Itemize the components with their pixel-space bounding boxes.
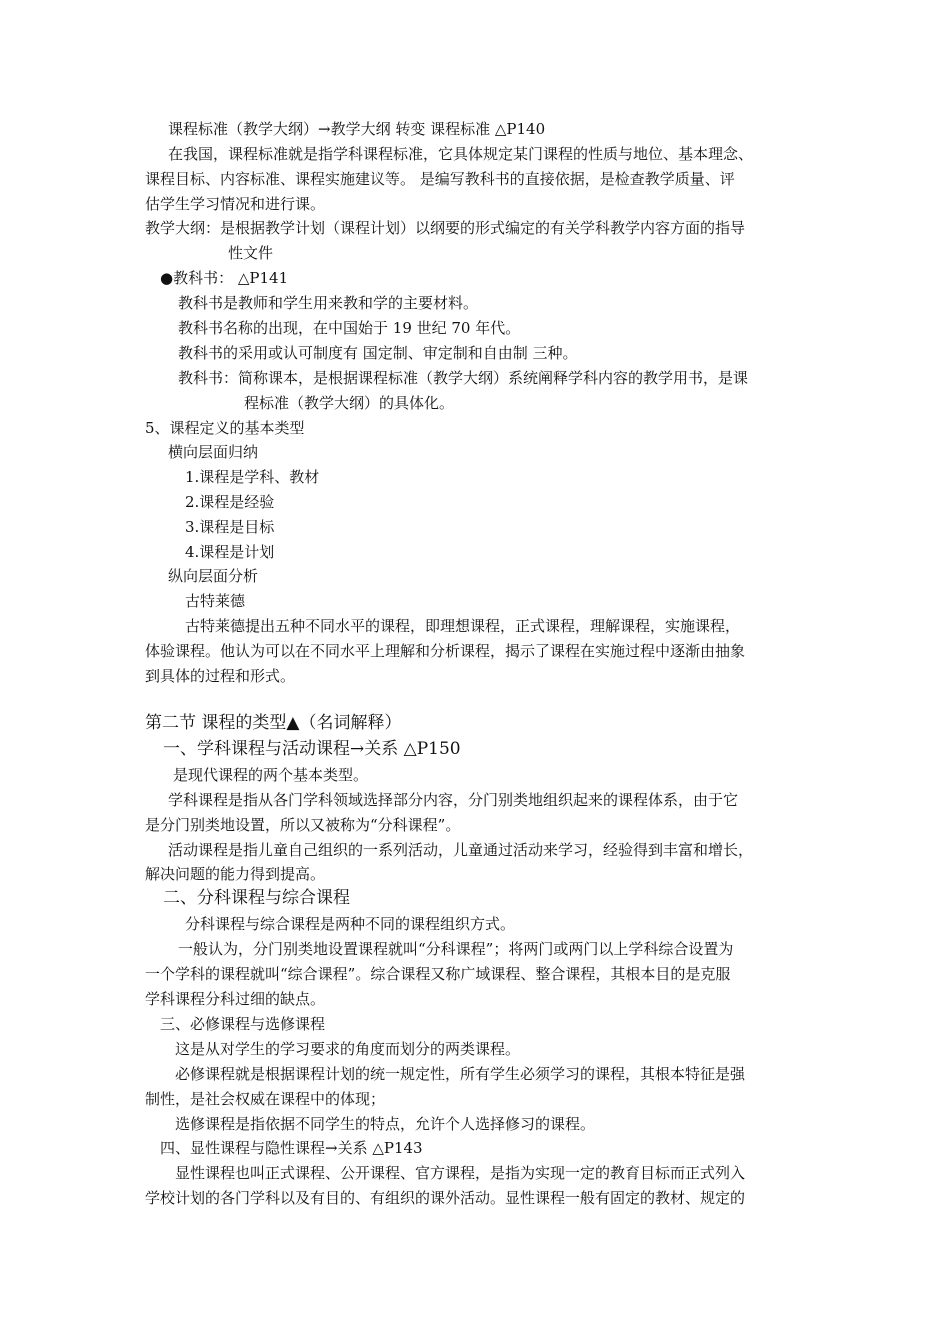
- text-line: 古特莱德: [185, 592, 246, 610]
- subsection-heading: 四、显性课程与隐性课程→关系 △P143: [160, 1139, 423, 1157]
- text-line: 到具体的过程和形式。: [145, 667, 296, 685]
- text-line: 教科书的采用或认可制度有 国定制、审定制和自由制 三种。: [178, 344, 578, 362]
- text-line: 估学生学习情况和进行课。: [145, 195, 326, 213]
- subsection-heading: 三、必修课程与选修课程: [160, 1015, 326, 1033]
- text-line: 横向层面归纳: [168, 443, 259, 461]
- text-line: 活动课程是指儿童自己组织的一系列活动，儿童通过活动来学习，经验得到丰富和增长，: [168, 841, 754, 859]
- text-line: 显性课程也叫正式课程、公开课程、官方课程，是指为实现一定的教育目标而正式列入: [175, 1164, 746, 1182]
- text-line: 制性，是社会权威在课程中的体现；: [145, 1090, 386, 1108]
- chapter-heading: 第二节 课程的类型▲（名词解释）: [145, 713, 402, 733]
- text-line: 古特莱德提出五种不同水平的课程，即理想课程，正式课程，理解课程，实施课程，: [185, 617, 741, 635]
- text-line: 教科书：简称课本，是根据课程标准（教学大纲）系统阐释学科内容的教学用书，是课: [178, 369, 749, 387]
- text-line: 必修课程就是根据课程计划的统一规定性，所有学生必须学习的课程，其根本特征是强: [175, 1065, 746, 1083]
- text-line: 性文件: [228, 244, 274, 262]
- text-line: 教科书是教师和学生用来教和学的主要材料。: [178, 294, 479, 312]
- text-line: 程标准（教学大纲）的具体化。: [244, 394, 455, 412]
- text-line: 纵向层面分析: [168, 567, 259, 585]
- subsection-heading: 二、分科课程与综合课程: [163, 888, 350, 908]
- text-line: ●教科书： △P141: [160, 269, 289, 287]
- text-line: 学科课程是指从各门学科领域选择部分内容，分门别类地组织起来的课程体系，由于它: [168, 791, 739, 809]
- text-line: 教学大纲：是根据教学计划（课程计划）以纲要的形式编定的有关学科教学内容方面的指导: [145, 219, 746, 237]
- text-line: 选修课程是指依据不同学生的特点，允许个人选择修习的课程。: [175, 1115, 596, 1133]
- subsection-heading: 一、学科课程与活动课程→关系 △P150: [163, 739, 461, 759]
- text-line: 教科书名称的出现，在中国始于 19 世纪 70 年代。: [178, 319, 521, 337]
- text-line: 是现代课程的两个基本类型。: [173, 766, 369, 784]
- text-line: 这是从对学生的学习要求的角度而划分的两类课程。: [175, 1040, 521, 1058]
- text-line: 一个学科的课程就叫“综合课程”。综合课程又称广域课程、整合课程，其根本目的是克服: [145, 965, 731, 983]
- text-line: 分科课程与综合课程是两种不同的课程组织方式。: [185, 915, 516, 933]
- list-item: 4.课程是计划: [185, 543, 275, 561]
- text-line: 体验课程。他认为可以在不同水平上理解和分析课程，揭示了课程在实施过程中逐渐由抽象: [145, 642, 746, 660]
- text-line: 课程目标、内容标准、课程实施建议等。 是编写教科书的直接依据，是检查教学质量、评: [145, 170, 735, 188]
- text-line: 是分门别类地设置，所以又被称为“分科课程”。: [145, 816, 461, 834]
- list-item: 2.课程是经验: [185, 493, 275, 511]
- text-line: 学科课程分科过细的缺点。: [145, 990, 326, 1008]
- text-line: 在我国，课程标准就是指学科课程标准，它具体规定某门课程的性质与地位、基本理念、: [168, 145, 754, 163]
- text-line: 课程标准（教学大纲）→教学大纲 转变 课程标准 △P140: [168, 120, 546, 138]
- list-item: 1.课程是学科、教材: [185, 468, 320, 486]
- text-line: 一般认为，分门别类地设置课程就叫“分科课程”；将两门或两门以上学科综合设置为: [178, 940, 734, 958]
- text-line: 学校计划的各门学科以及有目的、有组织的课外活动。显性课程一般有固定的教材、规定的: [145, 1189, 746, 1207]
- text-line: 解决问题的能力得到提高。: [145, 865, 326, 883]
- section-heading: 5、课程定义的基本类型: [145, 419, 305, 437]
- list-item: 3.课程是目标: [185, 518, 275, 536]
